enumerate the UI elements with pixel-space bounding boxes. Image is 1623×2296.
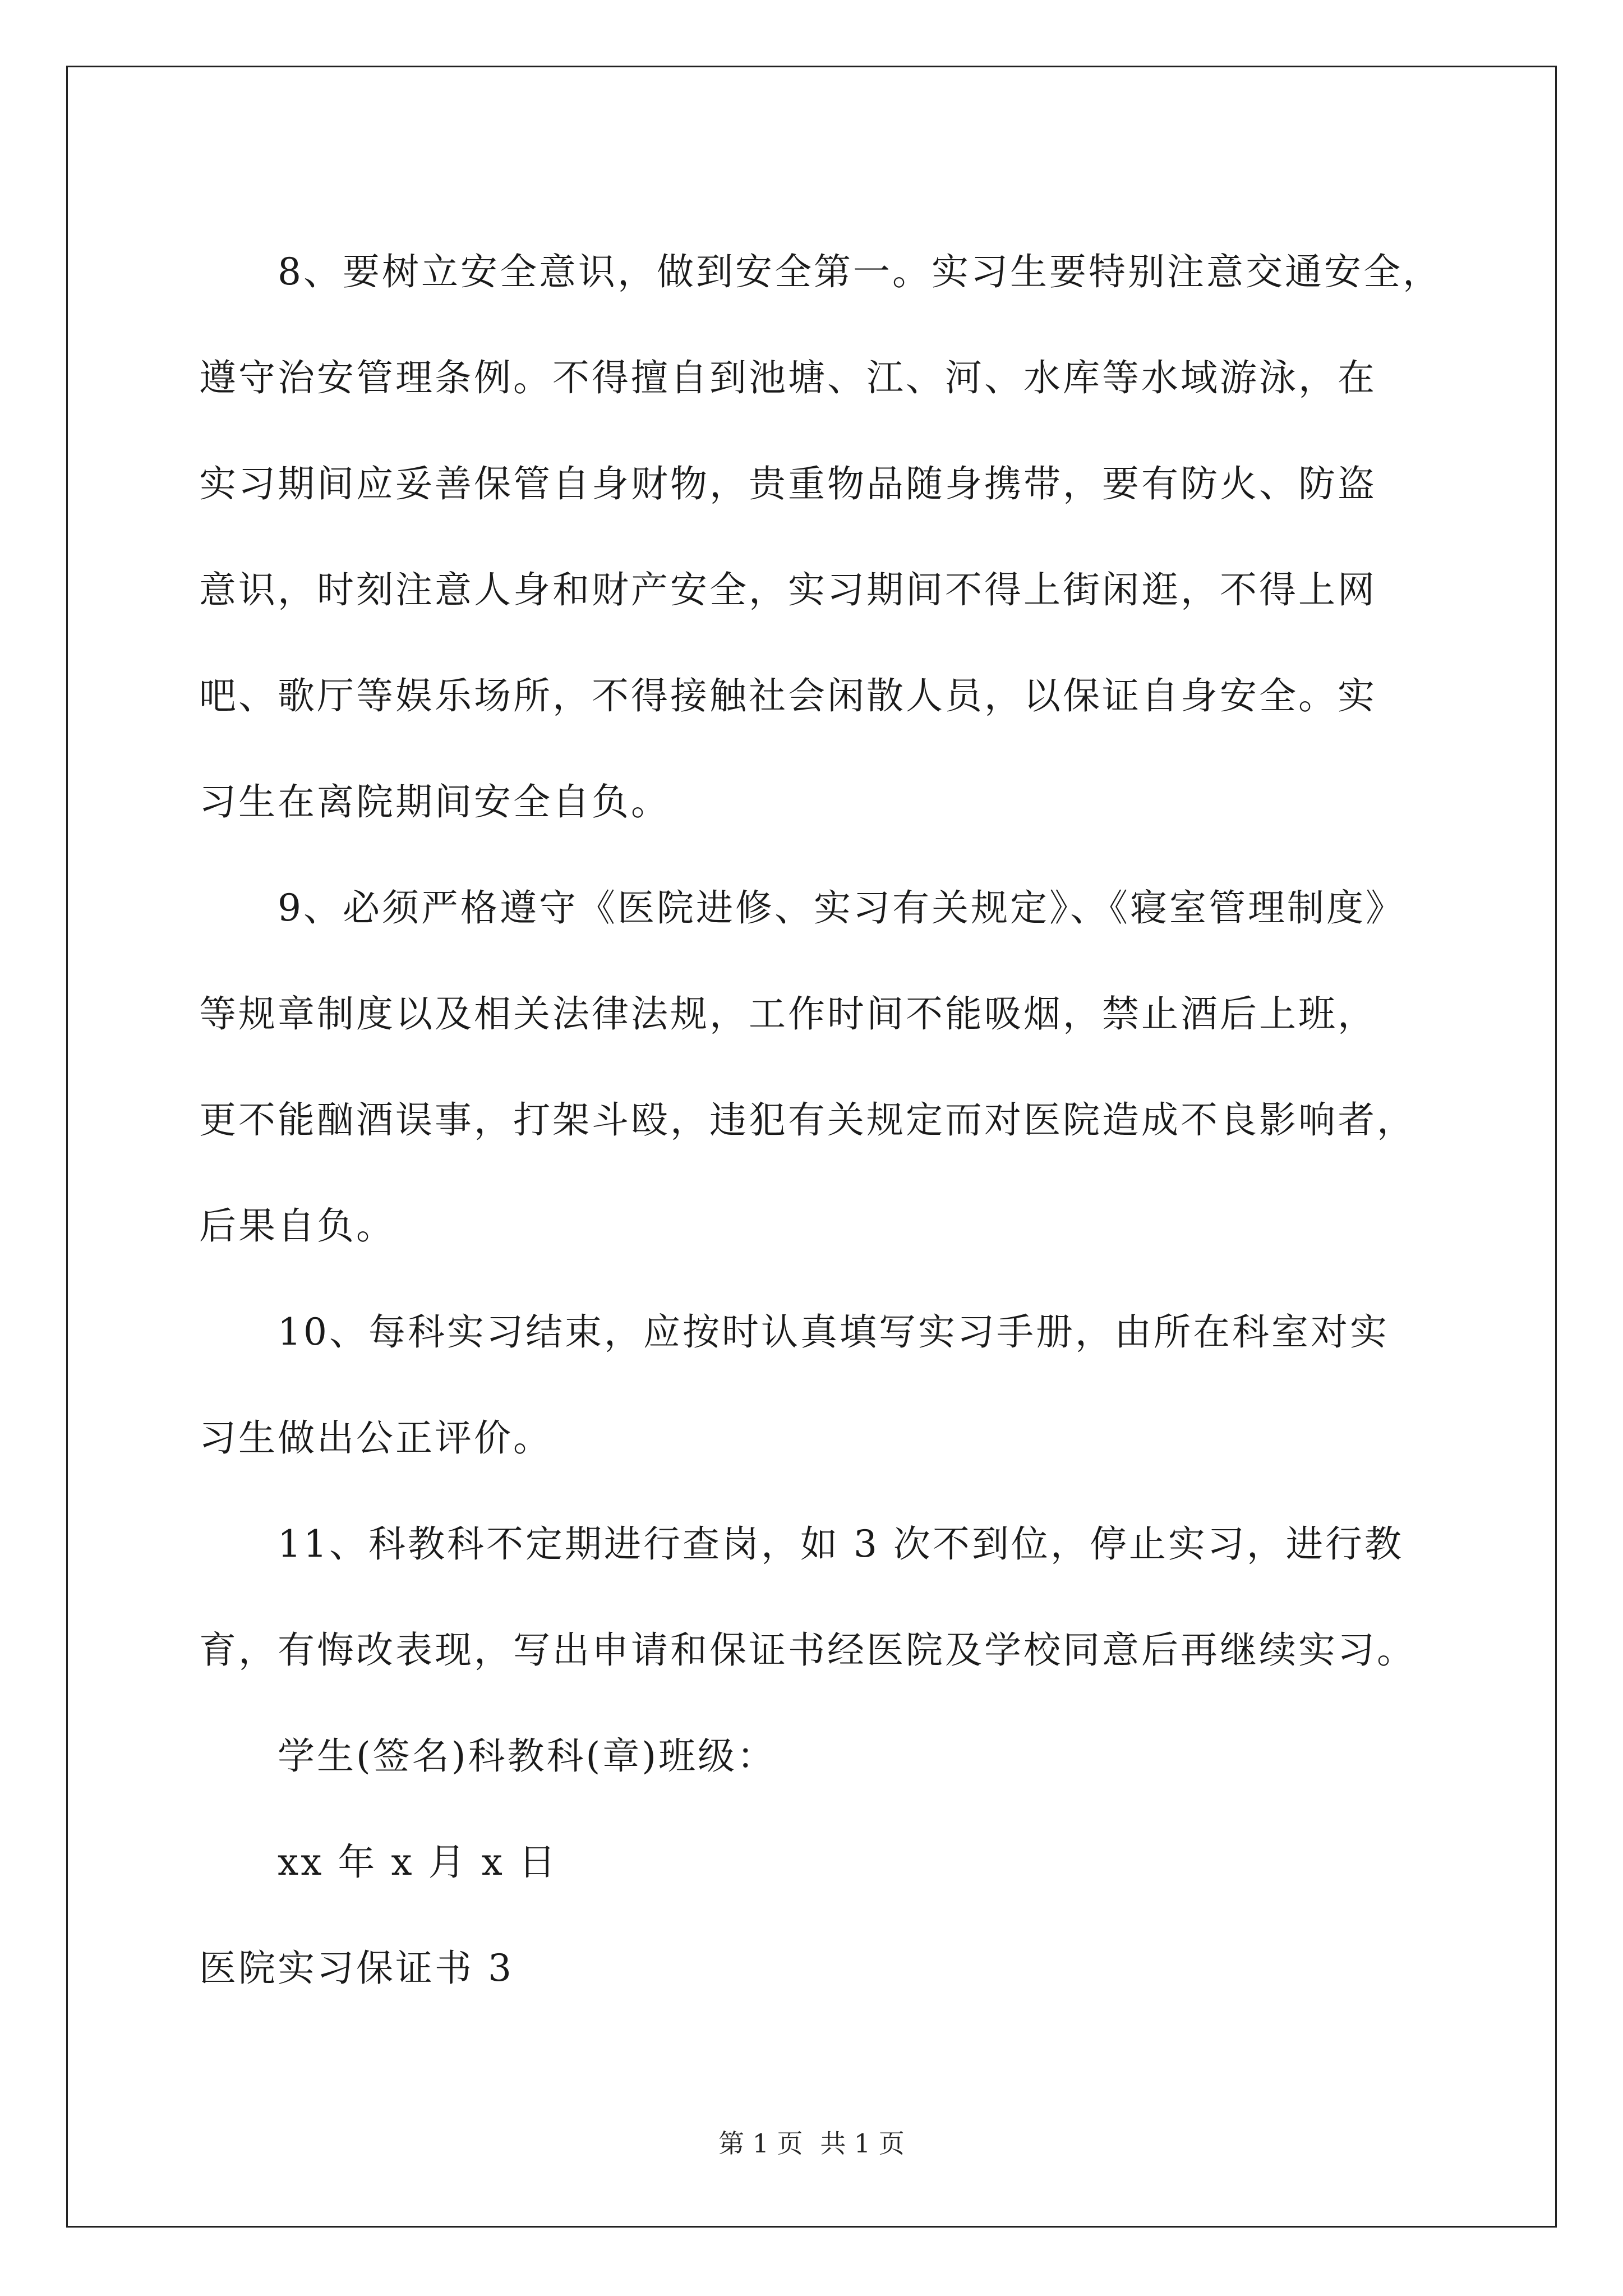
total-page-count: 共 1 页 bbox=[820, 2128, 905, 2159]
date-line bbox=[199, 1809, 1489, 1915]
text-line: 意识，时刻注意人身和财产安全，实习期间不得上街闲逛，不得上网 bbox=[199, 568, 1377, 611]
text-line: 学生(签名)科教科(章)班级： bbox=[278, 1734, 776, 1778]
paragraph-item-10 bbox=[199, 1279, 1489, 1491]
document-body bbox=[199, 219, 1489, 2021]
text-line: 遵守治安管理条例。不得擅自到池塘、江、河、水库等水域游泳，在 bbox=[199, 356, 1377, 399]
text-line: 习生做出公正评价。 bbox=[199, 1416, 552, 1460]
text-line: 育，有悔改表现，写出申请和保证书经医院及学校同意后再继续实习。 bbox=[199, 1628, 1416, 1672]
paragraph-item-8 bbox=[199, 219, 1489, 855]
text-line: 医院实习保证书 3 bbox=[199, 1947, 514, 1990]
text-line: 更不能酗酒误事，打架斗殴，违犯有关规定而对医院造成不良影响者， bbox=[199, 1098, 1416, 1142]
paragraph-item-11 bbox=[199, 1491, 1489, 1703]
signature-line bbox=[199, 1703, 1489, 1809]
text-line: 实习期间应妥善保管自身财物，贵重物品随身携带，要有防火、防盗 bbox=[199, 462, 1377, 505]
text-line: 吧、歌厅等娱乐场所，不得接触社会闲散人员，以保证自身安全。实 bbox=[199, 674, 1377, 717]
text-line: 8、要树立安全意识，做到安全第一。实习生要特别注意交通安全， bbox=[278, 250, 1442, 293]
text-line: 9、必须严格遵守《医院进修、实习有关规定》、《寝室管理制度》 bbox=[278, 886, 1405, 930]
current-page-number: 第 1 页 bbox=[718, 2128, 803, 2159]
text-line: 等规章制度以及相关法律法规，工作时间不能吸烟，禁止酒后上班， bbox=[199, 992, 1377, 1036]
text-line: 习生在离院期间安全自负。 bbox=[199, 780, 670, 823]
text-line: xx 年 x 月 x 日 bbox=[278, 1841, 558, 1884]
text-line: 后果自负。 bbox=[199, 1204, 395, 1248]
text-line: 10、每科实习结束，应按时认真填写实习手册，由所在科室对实 bbox=[278, 1310, 1389, 1354]
text-line: 11、科教科不定期进行查岗，如 3 次不到位，停止实习，进行教 bbox=[278, 1522, 1404, 1566]
page-footer bbox=[0, 2123, 1623, 2160]
paragraph-item-9 bbox=[199, 855, 1489, 1279]
section-heading bbox=[199, 1915, 1489, 2021]
